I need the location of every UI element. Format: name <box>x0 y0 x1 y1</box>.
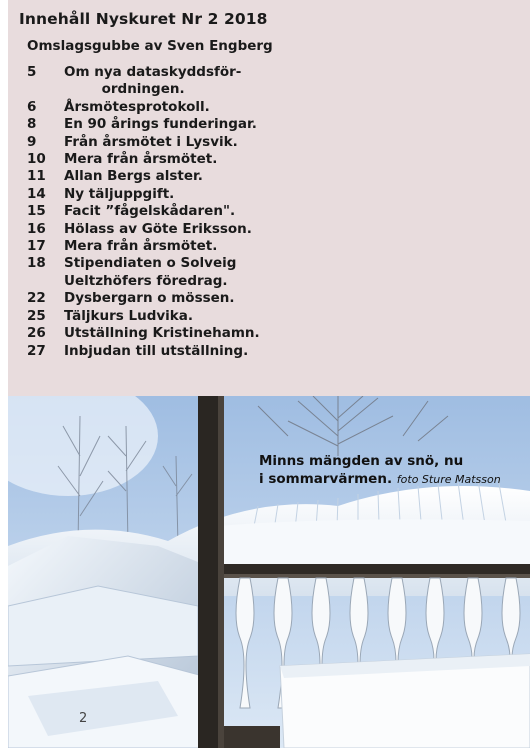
toc-entry-title: Mera från årsmötet. <box>64 238 218 255</box>
toc-entry-title: Mera från årsmötet. <box>64 151 218 168</box>
toc-page-number: 15 <box>27 203 46 220</box>
caption-line-1: Minns mängden av snö, nu <box>259 453 464 469</box>
toc-entry <box>27 290 260 307</box>
toc-entry <box>27 343 260 360</box>
toc-entry <box>27 64 260 81</box>
toc-entry <box>27 238 260 255</box>
toc-entry-title: Inbjudan till utställning. <box>64 342 249 359</box>
toc-entry-title: Utställning Kristinehamn. <box>64 325 260 342</box>
toc-entry-title: Om nya dataskyddsför- <box>64 64 242 80</box>
toc-page-number <box>27 81 64 98</box>
toc-entry-title: Dysbergarn o mössen. <box>64 290 235 307</box>
toc-page-number: 26 <box>27 325 46 342</box>
toc-page-number: 18 <box>27 255 46 272</box>
toc-title: Innehåll Nyskuret Nr 2 2018 <box>19 10 268 28</box>
toc-page-number: 14 <box>27 185 46 202</box>
toc-page-number: 17 <box>27 238 46 255</box>
toc-entry <box>27 186 260 203</box>
toc-page-number: 27 <box>27 342 46 359</box>
page-number: 2 <box>79 711 88 726</box>
toc-entry <box>27 325 260 342</box>
toc-entry-title: Hölass av Göte Eriksson. <box>64 220 252 237</box>
toc-entry <box>27 81 260 98</box>
toc-entry-title: Täljkurs Ludvika. <box>64 307 193 324</box>
photo-caption <box>259 452 501 489</box>
toc-entry <box>27 273 260 290</box>
toc-entry <box>27 221 260 238</box>
cover-photo <box>8 396 530 748</box>
toc-page-number: 6 <box>27 98 37 115</box>
toc-entry-title: Allan Bergs alster. <box>64 168 203 185</box>
toc-entry-title: En 90 årings funderingar. <box>64 116 257 133</box>
toc-entry-title: ordningen. <box>64 81 185 98</box>
toc-entry-title: Ny täljuppgift. <box>64 185 175 202</box>
toc-entry <box>27 151 260 168</box>
toc-entry <box>27 308 260 325</box>
toc-entry <box>27 255 260 272</box>
toc-entry <box>27 168 260 185</box>
toc-page-number: 11 <box>27 168 46 185</box>
toc-page-number: 16 <box>27 220 46 237</box>
photo-credit: foto Sture Matsson <box>396 473 501 486</box>
toc-page-number: 10 <box>27 151 46 168</box>
toc-page-number: 22 <box>27 290 46 307</box>
toc-entry <box>27 116 260 133</box>
toc-page-number: 25 <box>27 307 46 324</box>
toc-entry-title: Ueltzhöfers föredrag. <box>64 272 228 289</box>
toc-entry <box>27 203 260 220</box>
toc-page-number <box>27 273 64 290</box>
caption-line-2: i sommarvärmen. <box>259 471 393 487</box>
toc-list <box>27 64 260 360</box>
toc-entry-title: Årsmötesprotokoll. <box>64 98 210 115</box>
toc-page-number: 5 <box>27 64 37 80</box>
cover-credit: Omslagsgubbe av Sven Engberg <box>27 38 273 54</box>
toc-entry-title: Stipendiaten o Solveig <box>64 255 237 272</box>
toc-entry-title: Facit ”fågelskådaren". <box>64 203 236 220</box>
snowy-balcony-illustration <box>8 396 530 748</box>
toc-entry-title: Från årsmötet i Lysvik. <box>64 133 238 150</box>
toc-page-number: 9 <box>27 133 37 150</box>
toc-entry <box>27 134 260 151</box>
toc-page-number: 8 <box>27 116 37 133</box>
toc-entry <box>27 99 260 116</box>
